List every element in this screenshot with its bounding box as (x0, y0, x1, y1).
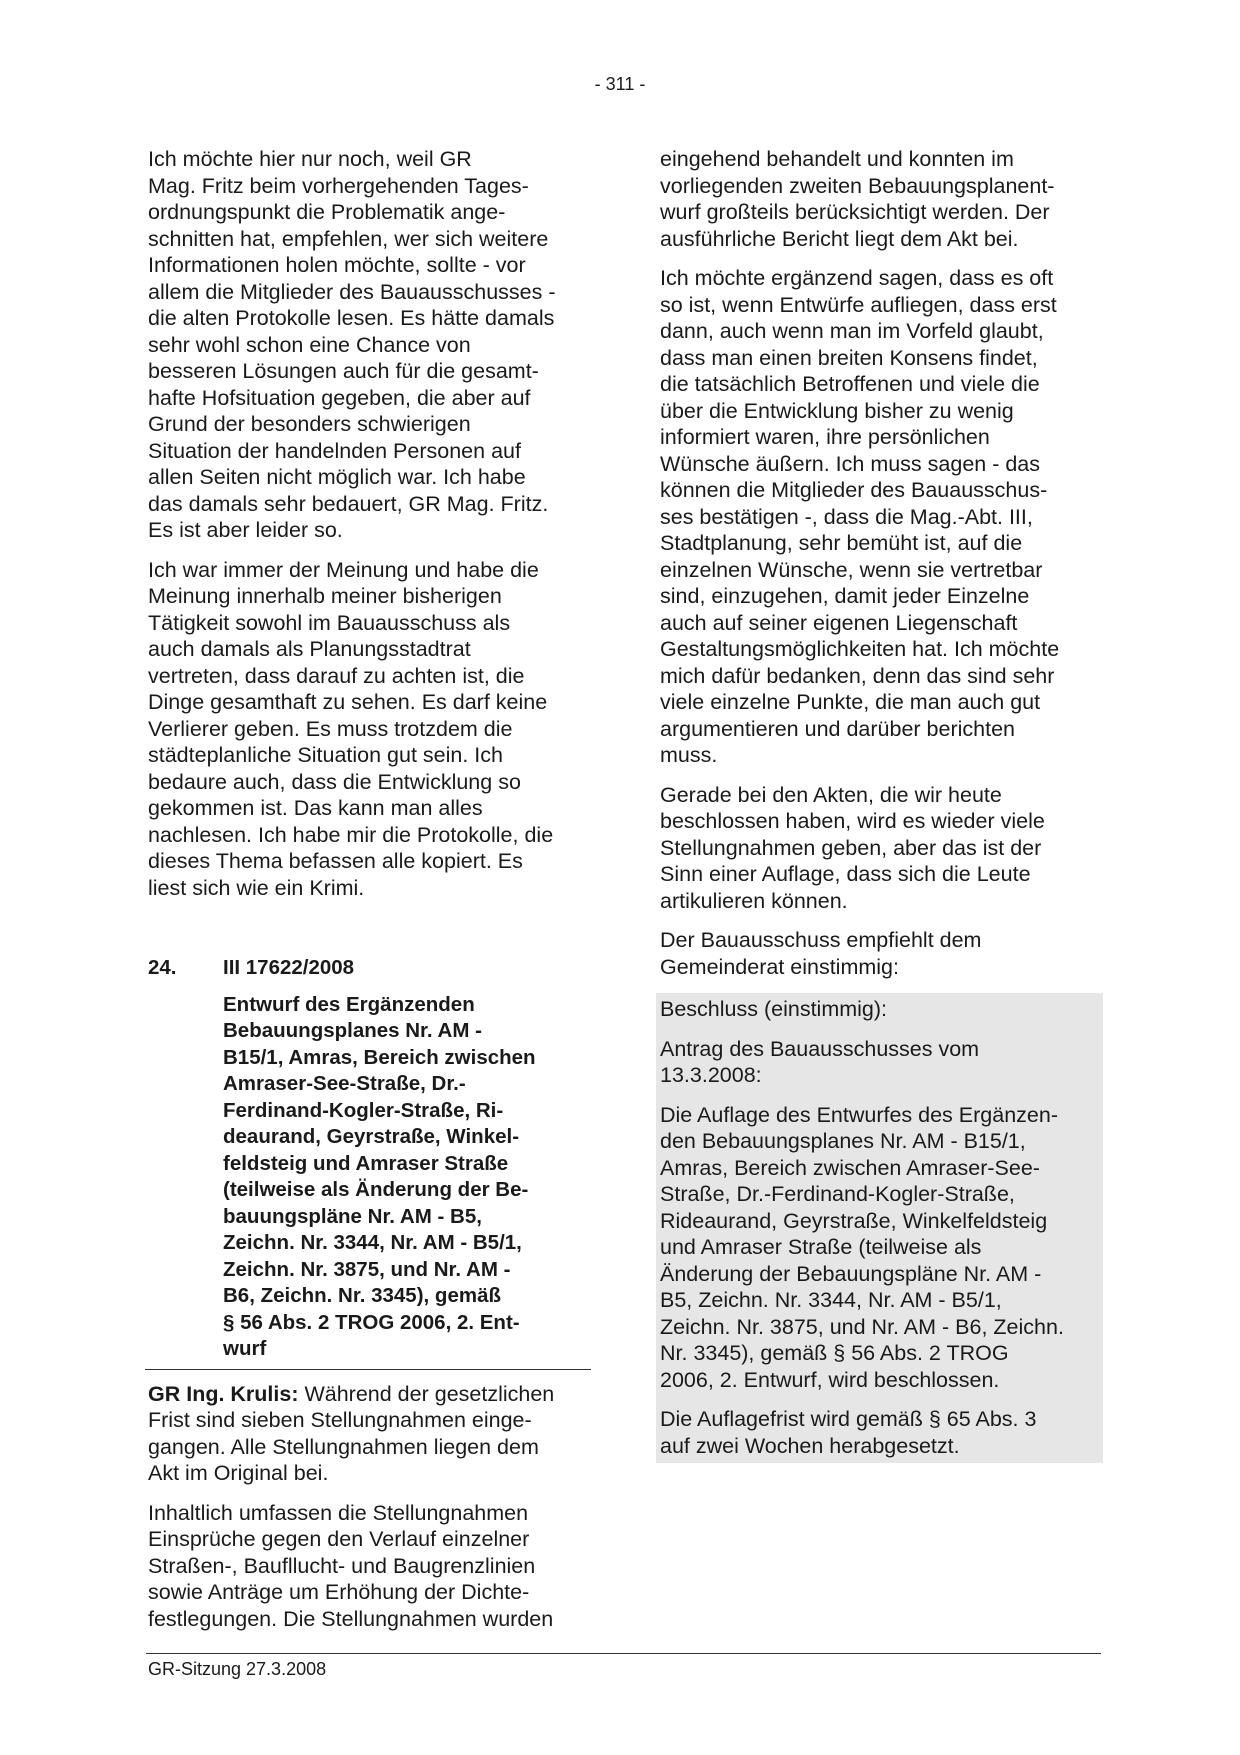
resolution-motion: Antrag des Bauausschusses vom 13.3.2008: (660, 1036, 980, 1087)
paragraph: Gerade bei den Akten, die wir heute beschlossen haben, wird es wieder viele Stellungnahmen geben, aber das ist der Sinn einer Auflage, dass sich die Leute artikulieren können. (660, 782, 1045, 913)
paragraph: Ich möchte ergänzend sagen, dass es oft so ist, wenn Entwürfe aufliegen, dass erst dann, auch wenn man im Vorfeld glaubt, dass man einen breiten Konsens findet, die tatsächlich Betroffenen und viele die über die Entwicklung bisher zu wenig informiert waren, ihre persönlichen Wünsche äußern. Ich muss sagen - das können die Mitglieder des Bauausschus- ses bestätigen -, dass die Mag.-Abt. III, Stadtplanung, sehr bemüht ist, auf die einzelnen Wünsche, wenn sie vertretbar sind, einzugehen, damit jeder Einzelne auch auf seiner eigenen Liegenschaft Gestaltungsmöglichkeiten hat. Ich möchte mich dafür bedanken, denn das sind sehr viele einzelne Punkte, die man auch gut argumentieren und darüber berichten muss. (660, 266, 1060, 767)
agenda-title: Entwurf des Ergänzenden Bebauungsplanes Nr. AM - B15/1, Amras, Bereich zwischen Amraser-See-Straße, Dr.- Ferdinand-Kogler-Straße, Ri- deaurand, Geyrstraße, Winkel- feldsteig und Amraser Straße (teilweise als Änderung der Be- bauungspläne Nr. AM - B5, Zeichn. Nr. 3344, Nr. AM - B5/1, Zeichn. Nr. 3875, und Nr. AM - B6, Zeichn. Nr. 3345), gemäß § 56 Abs. 2 TROG 2006, 2. Ent- wurf (223, 992, 536, 1360)
paragraph: Inhaltlich umfassen die Stellungnahmen Einsprüche gegen den Verlauf einzelner Straßen-, Baufllucht- und Baugrenzlinien sowie Anträge um Erhöhung der Dichte- festlegungen. Die Stellungnahmen wurden (148, 1500, 554, 1631)
speaker-paragraph (148, 1381, 588, 1487)
resolution-box (656, 993, 1103, 1463)
agenda-heading (148, 955, 588, 982)
speaker-text: Während der gesetzlichen Frist sind sieben Stellungnahmen einge- gangen. Alle Stellungnahmen liegen dem Akt im Original bei. (148, 1381, 555, 1485)
agenda-reference: III 17622/2008 (223, 956, 355, 979)
agenda-number: 24. (148, 956, 177, 979)
paragraph: eingehend behandelt und konnten im vorliegenden zweiten Bebauungsplanent- wurf großteils berücksichtigt werden. Der ausführliche Bericht liegt dem Akt bei. (660, 147, 1055, 251)
paragraph: Der Bauausschuss empfiehlt dem Gemeinderat einstimmig: (660, 928, 982, 979)
footer-divider (146, 1653, 1101, 1654)
footer-text: GR-Sitzung 27.3.2008 (148, 1659, 327, 1679)
paragraph: Ich möchte hier nur noch, weil GR Mag. Fritz beim vorhergehenden Tages- ordnungspunkt die Problematik ange- schnitten hat, empfehlen, wer sich weitere Informationen holen möchte, sollte - vor allem die Mitglieder des Bauausschusses - die alten Protokolle lesen. Es hätte damals sehr wohl schon eine Chance von besseren Lösungen auch für die gesamt- hafte Hofsituation gegeben, die aber auf Grund der besonders schwierigen Situation der handelnden Personen auf allen Seiten nicht möglich war. Ich habe das damals sehr bedauert, GR Mag. Fritz. Es ist aber leider so. (148, 147, 556, 542)
resolution-deadline: Die Auflagefrist wird gemäß § 65 Abs. 3 auf zwei Wochen herabgesetzt. (660, 1407, 1037, 1458)
resolution-heading: Beschluss (einstimmig): (660, 997, 887, 1021)
resolution-body: Die Auflage des Entwurfes des Ergänzen- den Bebauungsplanes Nr. AM - B15/1, Amras, Bereich zwischen Amraser-See- Straße, Dr.-Ferdinand-Kogler-Straße, Rideaurand, Geyrstraße, Winkelfeldsteig und Amraser Straße (teilweise als Änderung der Bebauungspläne Nr. AM - B5, Zeichn. Nr. 3344, Nr. AM - B5/1, Zeichn. Nr. 3875, und Nr. AM - B6, Zeichn. Nr. 3345), gemäß § 56 Abs. 2 TROG 2006, 2. Entwurf, wird beschlossen. (660, 1102, 1064, 1392)
right-column (660, 146, 1100, 1463)
paragraph: Ich war immer der Meinung und habe die Meinung innerhalb meiner bisherigen Tätigkeit sowohl im Bauausschuss als auch damals als Planungsstadtrat vertreten, dass darauf zu achten ist, die Dinge gesamthaft zu sehen. Es darf keine Verlierer geben. Es muss trotzdem die städteplanliche Situation gut sein. Ich bedaure auch, dass die Entwicklung so gekommen ist. Das kann man alles nachlesen. Ich habe mir die Protokolle, die dieses Thema befassen alle kopiert. Es liest sich wie ein Krimi. (148, 557, 554, 900)
speaker-name: GR Ing. Krulis: (148, 1381, 299, 1406)
agenda-item (148, 955, 588, 1363)
divider (145, 1369, 591, 1370)
left-column (148, 146, 588, 1645)
page-number: - 311 - (594, 74, 646, 94)
